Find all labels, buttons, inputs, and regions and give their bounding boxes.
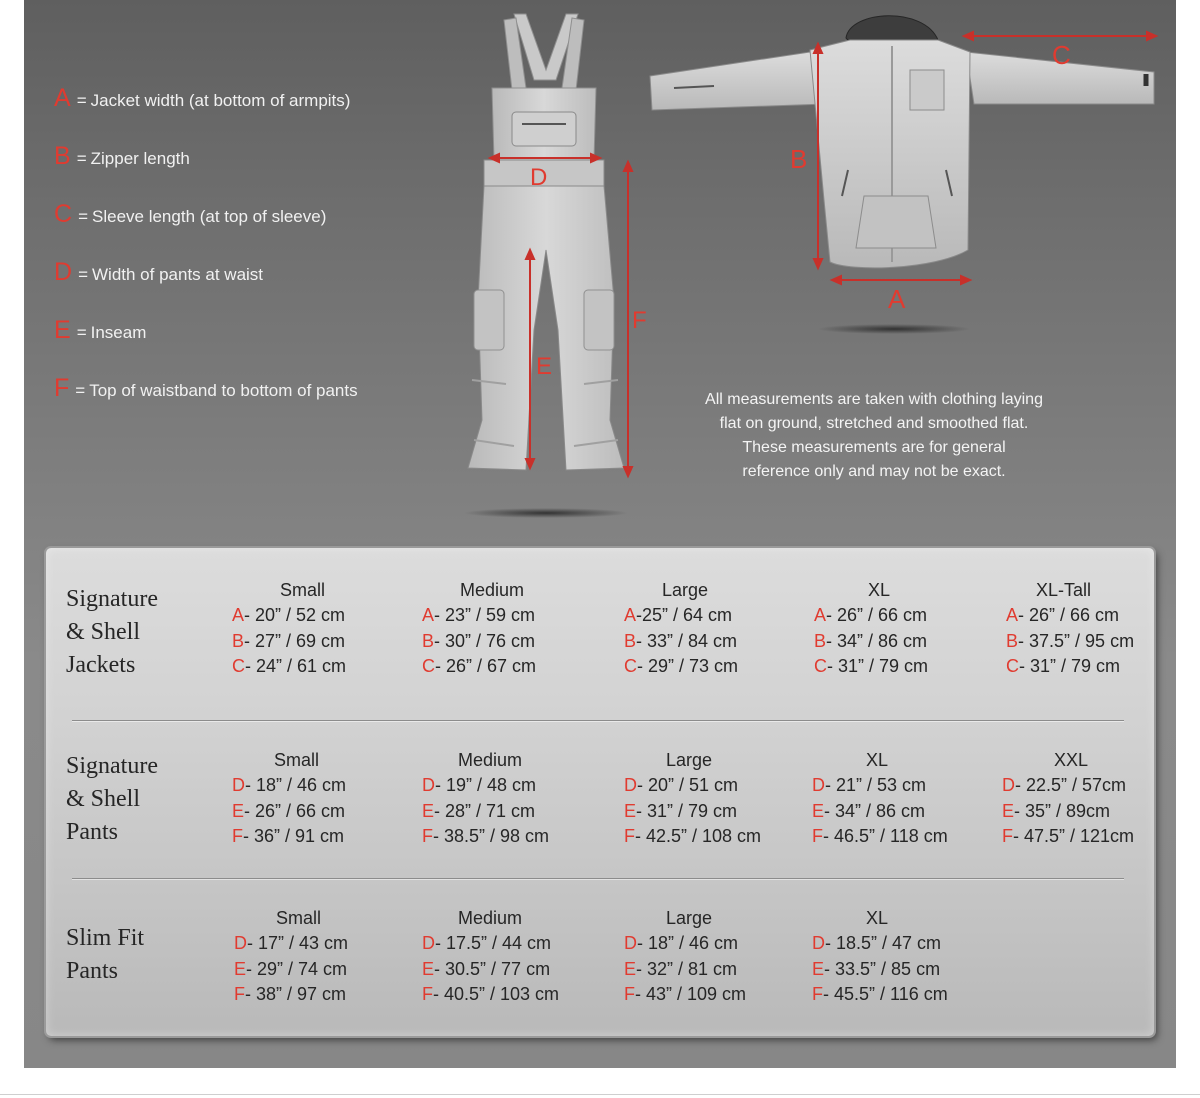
legend-letter: D: [54, 258, 73, 286]
measurement-value: - 37.5” / 95 cm: [1018, 630, 1135, 651]
size-name: Medium: [460, 580, 525, 600]
measurement: [422, 982, 602, 1008]
size-name: XXL: [1054, 750, 1089, 770]
size-column: [232, 748, 412, 850]
measurement-value: - 29” / 74 cm: [246, 958, 348, 979]
measurement: [624, 799, 804, 825]
measurement-letter: D: [812, 933, 825, 953]
measurement: [1006, 629, 1176, 655]
measurement-letter: F: [624, 826, 635, 846]
measurement-value: - 20” / 52 cm: [244, 605, 346, 625]
legend-equals: =: [78, 265, 88, 284]
measurement: [624, 982, 804, 1008]
measurement-letter: F: [232, 826, 243, 846]
measurement-letter: D: [234, 933, 247, 953]
measurement-value: - 34” / 86 cm: [826, 630, 928, 651]
size-column: [624, 578, 804, 680]
measurement-value: - 17.5” / 44 cm: [435, 933, 552, 953]
measurement-value: - 38.5” / 98 cm: [433, 826, 550, 846]
measurement-letter: A: [232, 605, 245, 625]
measurement: [232, 773, 412, 799]
section-title: Slim Fit Pants: [66, 925, 145, 984]
size-table-panel: [46, 548, 1154, 1036]
size-name: Large: [662, 580, 709, 600]
measurement-value: - 40.5” / 103 cm: [433, 984, 560, 1004]
size-name: Medium: [458, 908, 523, 928]
measurement-value: - 42.5” / 108 cm: [635, 826, 762, 846]
measurement: [812, 931, 992, 957]
measurement: [422, 654, 602, 680]
measurement-letter: C: [232, 656, 245, 676]
measurement: [422, 957, 602, 983]
measurement: [814, 654, 994, 680]
measurement: [624, 773, 804, 799]
measurement-letter: E: [624, 958, 637, 979]
measurement: [624, 931, 804, 957]
jacket-illustration: [614, 0, 1174, 345]
measurement-value: - 26” / 67 cm: [435, 656, 537, 676]
measurement: [624, 824, 804, 850]
measurement-value: - 31” / 79 cm: [827, 656, 929, 676]
measurement: [1006, 603, 1176, 629]
measurement-letter: A: [422, 605, 435, 625]
measurement: [234, 931, 414, 957]
size-column: [422, 906, 602, 1008]
measurement: [422, 931, 602, 957]
measurement-value: - 33” / 84 cm: [636, 630, 738, 651]
legend-text: Top of waistband to bottom of pants: [89, 381, 358, 400]
measurement-value: - 31” / 79 cm: [636, 800, 738, 821]
measurement-value: - 18.5” / 47 cm: [825, 933, 942, 953]
measurement: [624, 654, 804, 680]
measurement-letter: A: [624, 605, 637, 625]
measurement-value: - 26” / 66 cm: [826, 605, 928, 625]
size-column: [624, 748, 804, 850]
legend-equals: =: [76, 91, 87, 110]
measurement: [232, 824, 412, 850]
legend-letter: A: [54, 84, 71, 112]
measurement: [624, 629, 804, 655]
size-name: Small: [276, 908, 322, 928]
measurement-value: - 18” / 46 cm: [245, 775, 347, 795]
measurement-value: - 24” / 61 cm: [245, 656, 347, 676]
measurement-value: - 26” / 66 cm: [244, 800, 346, 821]
legend-letter: F: [54, 374, 70, 402]
measurement-value: - 34” / 86 cm: [824, 800, 926, 821]
measurement: [1006, 654, 1176, 680]
measurement-letter: B: [1006, 630, 1019, 651]
measurement-letter: E: [624, 800, 637, 821]
measurement-value: - 31” / 79 cm: [1019, 656, 1121, 676]
measurement-value: - 38” / 97 cm: [245, 984, 347, 1004]
section-divider: [72, 878, 1124, 879]
measurement-value: - 30” / 76 cm: [434, 630, 536, 651]
measurement: [422, 603, 602, 629]
measurement-value: - 46.5” / 118 cm: [823, 826, 948, 846]
measurement-letter: C: [814, 656, 827, 676]
measurement-value: - 23” / 59 cm: [434, 605, 536, 625]
measurement: [234, 957, 414, 983]
legend-text: Width of pants at waist: [92, 265, 264, 284]
measurement: [624, 957, 804, 983]
legend-text: Jacket width (at bottom of armpits): [90, 91, 351, 110]
size-name: XL: [866, 750, 889, 770]
measurement: [232, 799, 412, 825]
measurement: [234, 982, 414, 1008]
size-name: Large: [666, 750, 713, 770]
measurement: [1002, 799, 1176, 825]
measurement-letter: E: [422, 800, 435, 821]
measurement-value: - 19” / 48 cm: [435, 775, 537, 795]
measurement-letter: B: [422, 630, 435, 651]
dim-label-f: F: [632, 307, 647, 334]
measurement: [812, 982, 992, 1008]
section-title: Signature & Shell Pants: [66, 753, 158, 845]
legend-item-c: [54, 200, 326, 230]
measurement: [812, 773, 992, 799]
measurement-value: - 30.5” / 77 cm: [434, 958, 551, 979]
legend-text: Zipper length: [90, 149, 190, 168]
measurement-letter: D: [422, 933, 435, 953]
size-name: XL: [866, 908, 889, 928]
legend-item-b: [54, 142, 190, 172]
size-column: [232, 578, 412, 680]
measurement-letter: C: [624, 656, 637, 676]
measurement: [232, 629, 412, 655]
measurement-letter: C: [1006, 656, 1019, 676]
measurement-letter: E: [422, 958, 435, 979]
measurement-value: - 33.5” / 85 cm: [824, 958, 941, 979]
measurement: [1002, 824, 1176, 850]
measurement-value: - 36” / 91 cm: [243, 826, 345, 846]
section-title: Signature & Shell Jackets: [66, 586, 158, 678]
measurement-value: - 43” / 109 cm: [635, 984, 747, 1004]
size-column: [234, 906, 414, 1008]
size-name: Large: [666, 908, 713, 928]
dim-label-c: C: [1052, 40, 1071, 70]
measurement-letter: E: [812, 958, 825, 979]
measurement-letter: C: [422, 656, 435, 676]
page-bottom-rule: [0, 1094, 1200, 1095]
note-line: flat on ground, stretched and smoothed flat.: [719, 415, 1029, 432]
measurement: [812, 957, 992, 983]
measurement: [422, 799, 602, 825]
measurement: [1002, 773, 1176, 799]
measurement-letter: F: [812, 826, 823, 846]
measurement-value: - 27” / 69 cm: [244, 630, 346, 651]
size-column: [422, 578, 602, 680]
note-line: These measurements are for general: [742, 439, 1006, 456]
measurement-value: - 20” / 51 cm: [637, 775, 739, 795]
measurement: [814, 603, 994, 629]
legend-letter: E: [54, 316, 71, 344]
measurement-letter: F: [234, 984, 245, 1004]
note-line: reference only and may not be exact.: [742, 463, 1006, 480]
measurement-value: - 47.5” / 121cm: [1013, 826, 1135, 846]
measurement: [624, 603, 804, 629]
measurement-letter: E: [234, 958, 247, 979]
measurement-letter: D: [1002, 775, 1015, 795]
legend-equals: =: [76, 149, 87, 168]
size-column: [1002, 748, 1176, 850]
legend-letter: B: [54, 142, 71, 170]
legend-text: Sleeve length (at top of sleeve): [92, 207, 327, 226]
measurement-letter: F: [1002, 826, 1013, 846]
size-column: [624, 906, 804, 1008]
legend-letter: C: [54, 200, 73, 228]
legend-item-a: [54, 84, 350, 114]
legend-text: Inseam: [90, 323, 147, 342]
measurement-value: - 26” / 66 cm: [1018, 605, 1120, 625]
dim-label-d: D: [530, 164, 548, 191]
size-column: [812, 748, 992, 850]
measurement: [232, 654, 412, 680]
measurement-letter: E: [812, 800, 825, 821]
measurement: [422, 773, 602, 799]
measurement-letter: D: [232, 775, 245, 795]
measurement: [812, 799, 992, 825]
legend-item-e: [54, 316, 146, 346]
legend-item-d: [54, 258, 263, 288]
measurement-letter: B: [624, 630, 637, 651]
size-column: [1006, 578, 1176, 680]
measurement-value: - 45.5” / 116 cm: [823, 984, 948, 1004]
measurement-value: - 28” / 71 cm: [434, 800, 536, 821]
legend-equals: =: [78, 207, 88, 226]
measurement-letter: D: [624, 775, 637, 795]
size-column: [812, 906, 992, 1008]
size-name: Medium: [458, 750, 523, 770]
measurement-letter: F: [422, 826, 433, 846]
measurement-letter: F: [624, 984, 635, 1004]
measurement-letter: E: [1002, 800, 1015, 821]
dim-label-a: A: [888, 284, 906, 314]
measurement-value: - 32” / 81 cm: [636, 958, 738, 979]
legend-equals: =: [75, 381, 86, 400]
size-column: [814, 578, 994, 680]
measurement-value: - 29” / 73 cm: [637, 656, 739, 676]
measurement-letter: F: [812, 984, 823, 1004]
measurement-letter: D: [812, 775, 825, 795]
legend-item-f: [54, 374, 358, 404]
legend-equals: =: [76, 323, 87, 342]
size-name: Small: [274, 750, 320, 770]
measurement-value: - 21” / 53 cm: [825, 775, 927, 795]
note-line: All measurements are taken with clothing laying: [705, 391, 1043, 408]
section-divider: [72, 720, 1124, 721]
size-name: Small: [280, 580, 326, 600]
measurement-letter: F: [422, 984, 433, 1004]
dim-label-e: E: [536, 353, 553, 380]
measurement-value: - 17” / 43 cm: [247, 933, 349, 953]
measurement-note: [664, 388, 1084, 484]
measurement-value: - 18” / 46 cm: [637, 933, 739, 953]
measurement-letter: A: [1006, 605, 1019, 625]
measurement-letter: E: [232, 800, 245, 821]
size-column: [422, 748, 602, 850]
measurement-letter: B: [814, 630, 827, 651]
size-chart-canvas: [24, 0, 1176, 1068]
measurement-letter: B: [232, 630, 245, 651]
measurement-letter: A: [814, 605, 827, 625]
measurement-letter: D: [624, 933, 637, 953]
size-name: XL: [868, 580, 891, 600]
measurement-value: - 35” / 89cm: [1014, 800, 1111, 821]
measurement: [232, 603, 412, 629]
measurement-value: -25” / 64 cm: [636, 605, 733, 625]
measurement: [422, 824, 602, 850]
size-name: XL-Tall: [1036, 580, 1092, 600]
dim-label-b: B: [790, 144, 808, 174]
measurement: [422, 629, 602, 655]
measurement-letter: D: [422, 775, 435, 795]
measurement: [814, 629, 994, 655]
measurement-value: - 22.5” / 57cm: [1015, 775, 1127, 795]
measurement: [812, 824, 992, 850]
